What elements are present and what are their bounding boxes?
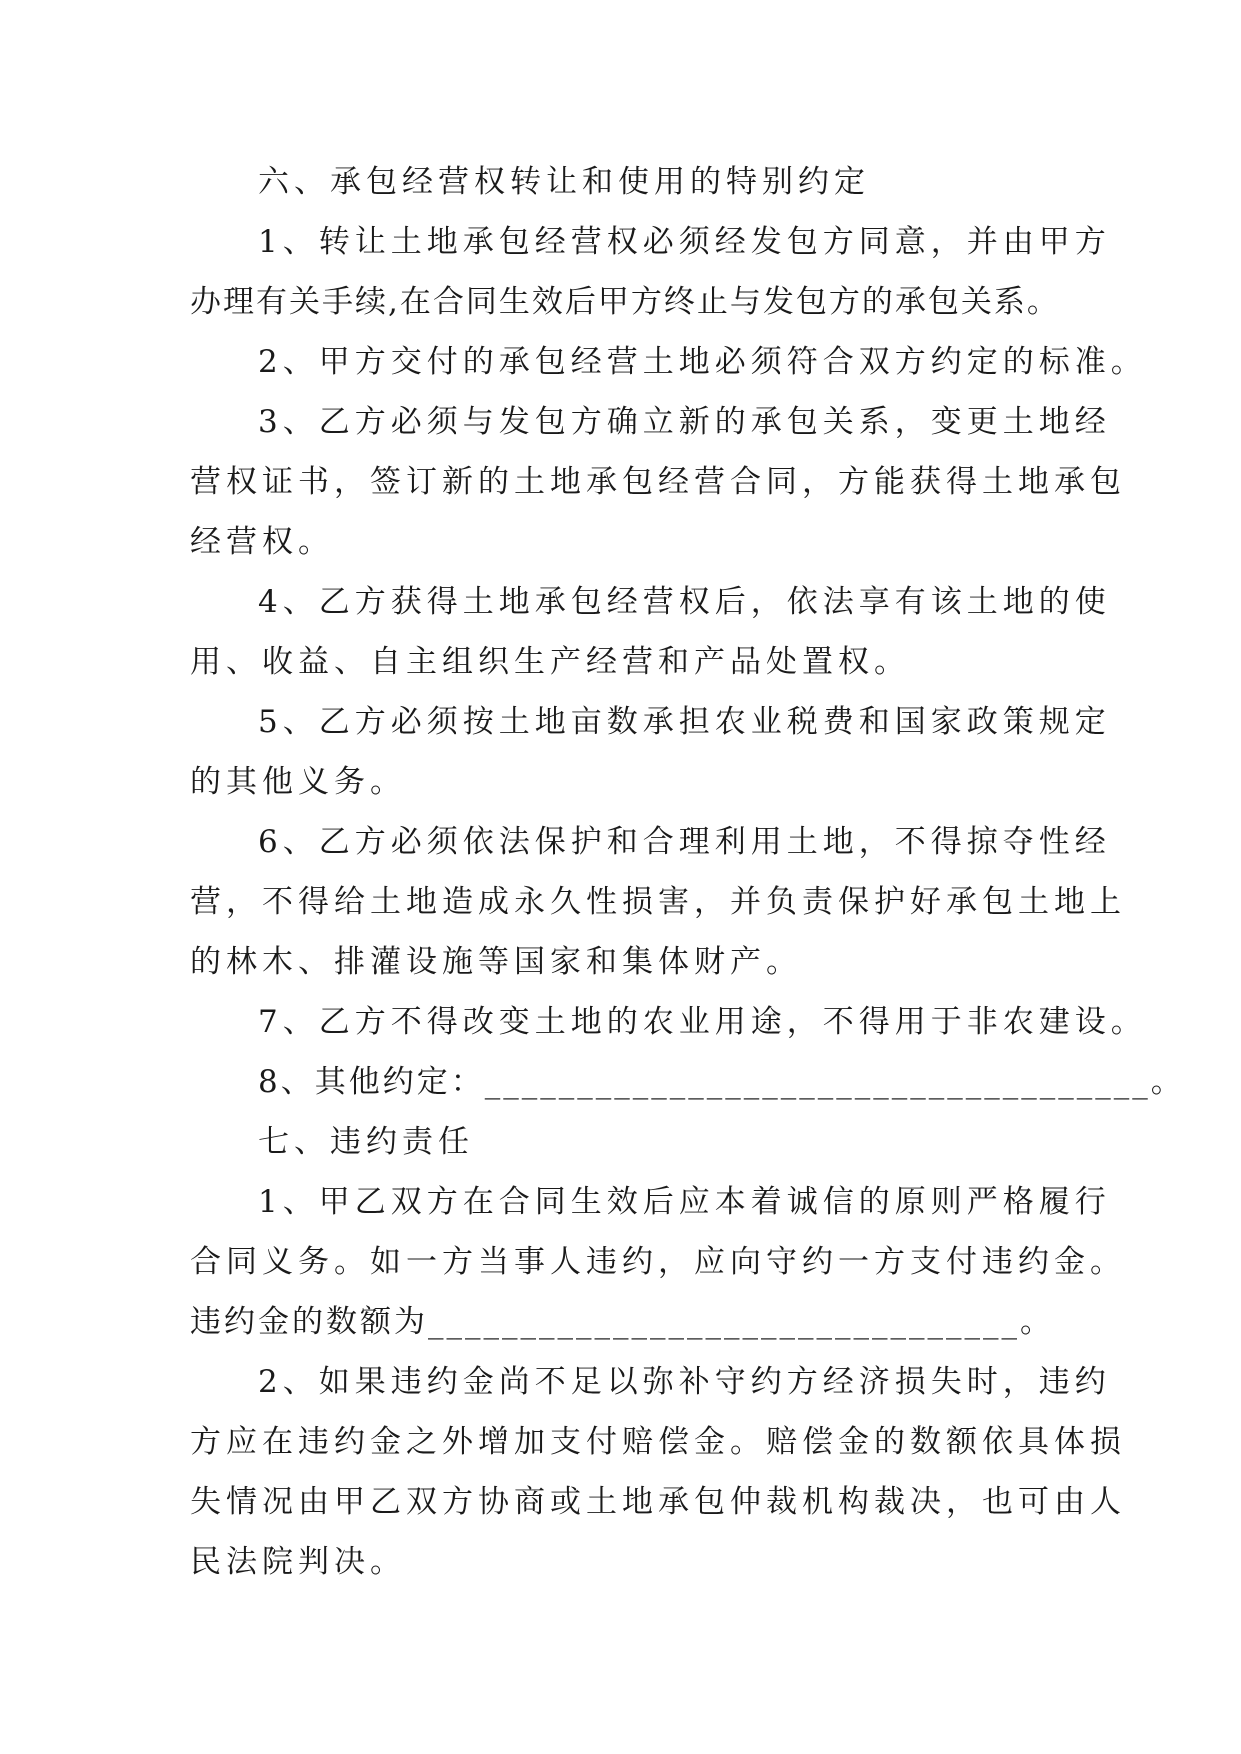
paragraph-line: 民法院判决。 [190,1544,406,1580]
paragraph-line: 合同义务。如一方当事人违约，应向守约一方支付违约金。 [190,1244,1126,1280]
paragraph-line: 3、乙方必须与发包方确立新的承包关系，变更土地经 [258,404,1111,440]
paragraph-line: 2、甲方交付的承包经营土地必须符合双方约定的标准。 [258,344,1147,380]
paragraph-line: 办理有关手续,在合同生效后甲方终止与发包方的承包关系。 [190,284,1060,320]
section-heading: 七、违约责任 [258,1124,474,1160]
paragraph-line: 营，不得给土地造成永久性损害，并负责保护好承包土地上 [190,884,1126,920]
section-heading: 六、承包经营权转让和使用的特别约定 [258,164,870,200]
paragraph-line: 2、如果违约金尚不足以弥补守约方经济损失时，违约 [258,1364,1111,1400]
paragraph-line: 的林木、排灌设施等国家和集体财产。 [190,944,802,980]
paragraph-line: 7、乙方不得改变土地的农业用途，不得用于非农建设。 [258,1004,1147,1040]
paragraph-line: 营权证书，签订新的土地承包经营合同，方能获得土地承包 [190,464,1126,500]
paragraph-line: 方应在违约金之外增加支付赔偿金。赔偿金的数额依具体损 [190,1424,1126,1460]
paragraph-line: 8、其他约定：____________________________________。 [258,1064,1185,1100]
paragraph-line: 失情况由甲乙双方协商或土地承包仲裁机构裁决，也可由人 [190,1484,1126,1520]
paragraph-line: 1、转让土地承包经营权必须经发包方同意，并由甲方 [258,224,1111,260]
paragraph-line: 的其他义务。 [190,764,406,800]
paragraph-line: 4、乙方获得土地承包经营权后，依法享有该土地的使 [258,584,1111,620]
paragraph-line: 用、收益、自主组织生产经营和产品处置权。 [190,644,910,680]
paragraph-line: 5、乙方必须按土地亩数承担农业税费和国家政策规定 [258,704,1111,740]
paragraph-line: 违约金的数额为________________________________。 [190,1304,1054,1340]
paragraph-line: 经营权。 [190,524,334,560]
paragraph-line: 1、甲乙双方在合同生效后应本着诚信的原则严格履行 [258,1184,1111,1220]
paragraph-line: 6、乙方必须依法保护和合理利用土地，不得掠夺性经 [258,824,1111,860]
